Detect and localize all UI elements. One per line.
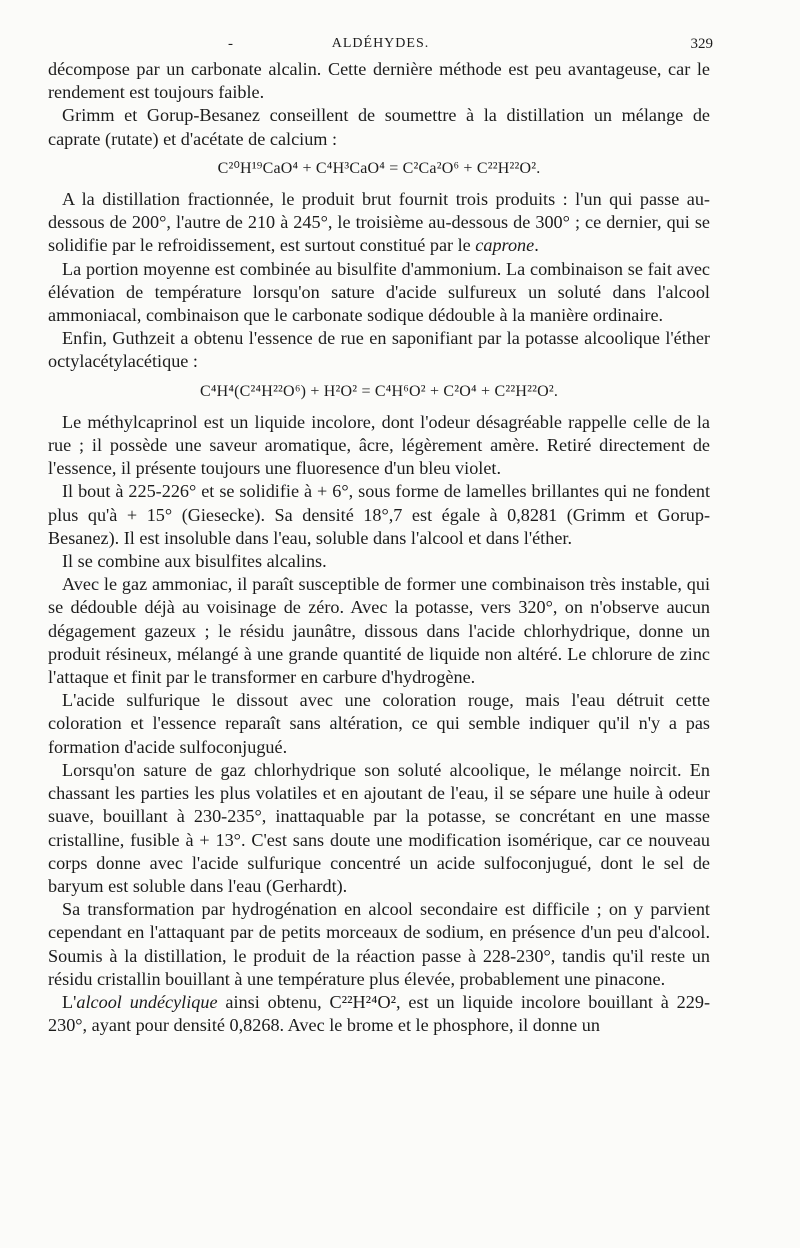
paragraph-end: . (534, 235, 539, 256)
paragraph: Enfin, Guthzeit a obtenu l'essence de rue en saponifiant par la potasse alcoolique l'éther octylacétylacétique : (48, 328, 710, 372)
paragraph: L'acide sulfurique le dissout avec une coloration rouge, mais l'eau détruit cette coloration et l'essence reparaît sans altération, ce qui semble indiquer qu'il n'y a pas formation d'acide sulfoconjugué. (48, 690, 710, 757)
page-body (48, 58, 710, 1037)
running-title: ALDÉHYDES. (331, 36, 430, 51)
paragraph-text: ainsi obtenu, C²²H²⁴O², est un liquide incolore bouillant à 229-230°, ayant pour densité 0,8268. Avec le brome et le phosphore, il donne un (48, 991, 711, 1036)
paragraph: Avec le gaz ammoniac, il paraît susceptible de former une combinaison très instable, qui se dédouble déjà au voisinage de zéro. Avec la potasse, vers 320°, on n'observe aucun dégagement gazeux ; le résidu jaunâtre, dissous dans l'acide chlorhydrique, donne un produit résineux, mélangé à une grande quantité de liquide non altéré. Le chlorure de zinc l'attaque et finit par le transformer en carbure d'hydrogène. (48, 574, 710, 688)
page-number: 329 (690, 36, 713, 52)
paragraph-start: L' (62, 991, 77, 1012)
running-header (48, 36, 713, 58)
paragraph (48, 188, 710, 258)
paragraph (48, 991, 710, 1037)
paragraph: Il se combine aux bisulfites alcalins. (62, 551, 327, 572)
paragraph: Grimm et Gorup-Besanez conseillent de soumettre à la distillation un mélange de caprate (rutate) et d'acétate de calcium : (48, 105, 710, 149)
italic-term: alcool undécylique (76, 991, 218, 1012)
paragraph: décompose par un carbonate alcalin. Cette dernière méthode est peu avantageuse, car le rendement est toujours faible. (48, 59, 710, 103)
paragraph: Lorsqu'on sature de gaz chlorhydrique son soluté alcoolique, le mélange noircit. En chassant les parties les plus volatiles et en ajoutant de l'eau, il se sépare une huile à odeur suave, bouillant à 230-235°, inattaquable par la potasse, se concrétant en une masse cristalline, fusible à + 13°. C'est sans doute une modification isomérique, car ce nouveau corps donne avec l'acide sulfurique concentré un acide sulfoconjugué, dont le sel de baryum est soluble dans l'eau (Gerhardt). (48, 759, 710, 896)
chemical-equation: C²⁰H¹⁹CaO⁴ + C⁴H³CaO⁴ = C²Ca²O⁶ + C²²H²²O². (217, 159, 541, 177)
paragraph: Le méthylcaprinol est un liquide incolore, dont l'odeur désagréable rappelle celle de la rue ; il possède une saveur aromatique, âcre, légèrement amère. Retiré directement de l'essence, il présente toujours une fluoresence d'un bleu violet. (48, 411, 710, 479)
paragraph-text: A la distillation fractionnée, le produit brut fournit trois produits : l'un qui passe au-dessous de 200°, l'autre de 210 à 245°, le troisième au-dessous de 300° ; ce dernier, qui se solidifie par le refroidissement, est surtout constitué par le (48, 189, 710, 256)
chemical-equation: C⁴H⁴(C²⁴H²²O⁶) + H²O² = C⁴H⁶O² + C²O⁴ + C²²H²²O². (199, 382, 559, 400)
paragraph: Il bout à 225-226° et se solidifie à + 6°, sous forme de lamelles brillantes qui ne fondent plus qu'à + 15° (Giesecke). Sa densité 18°,7 est égale à 0,8281 (Grimm et Gorup-Besanez). Il est insoluble dans l'eau, soluble dans l'alcool et dans l'éther. (48, 481, 710, 548)
paragraph: La portion moyenne est combinée au bisulfite d'ammonium. La combinaison se fait avec élévation de température lorsqu'on sature d'acide sulfureux un soluté dans l'alcool ammoniacal, combinaison que le carbonate sodique dédouble à la manière ordinaire. (48, 258, 710, 326)
header-mark: - (228, 36, 233, 52)
paragraph: Sa transformation par hydrogénation en alcool secondaire est difficile ; on y parvient cependant en l'attaquant par de petits morceaux de sodium, en présence d'un peu d'alcool. Soumis à la distillation, le produit de la réaction passe à 228-230°, tandis qu'il reste un résidu cristallin bouillant à une température plus élevée, probablement une pinacone. (48, 899, 710, 989)
italic-term: caprone (475, 235, 535, 256)
